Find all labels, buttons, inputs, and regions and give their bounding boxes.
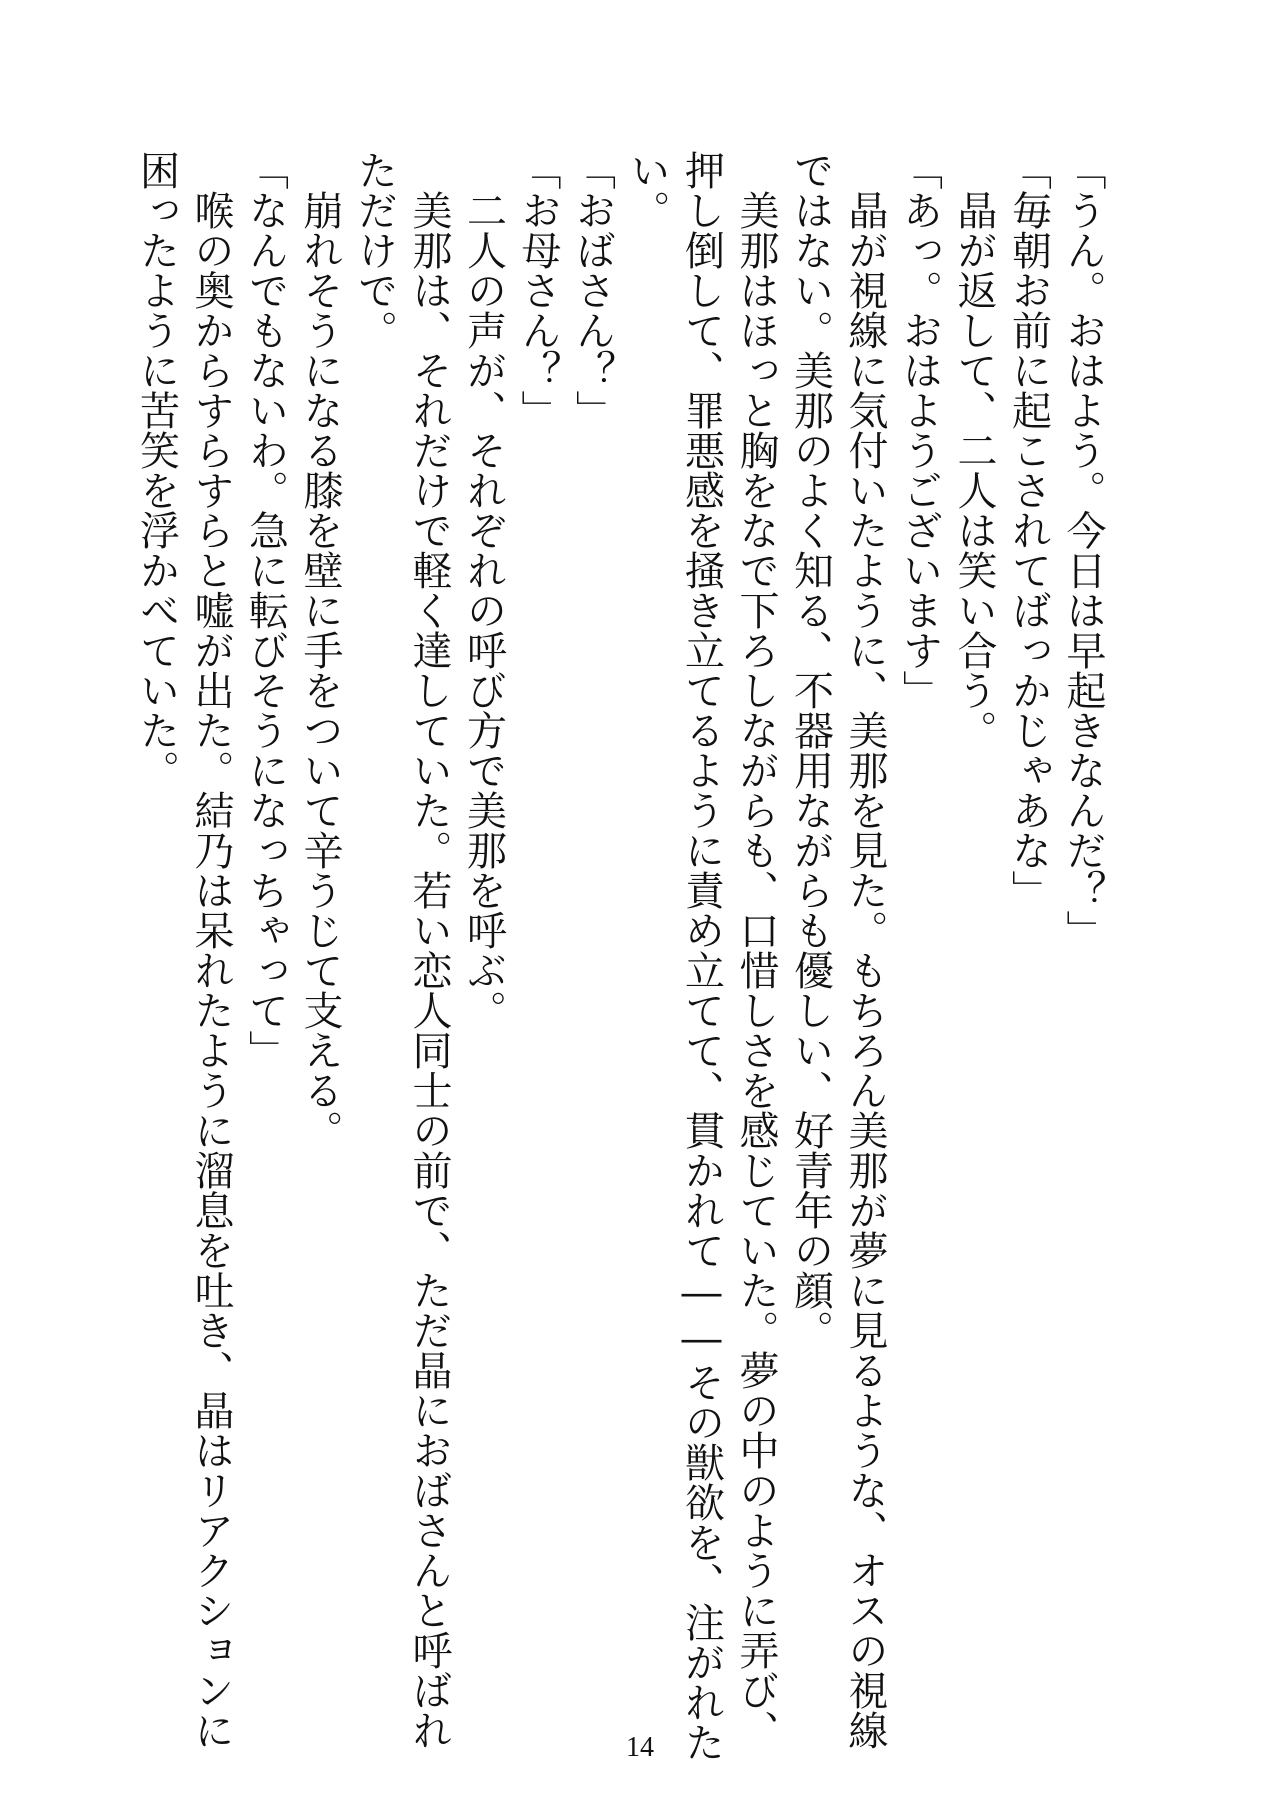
text-line: 「お母さん？」 <box>515 150 561 430</box>
text-line: 崩れそうになる膝を壁に手をついて辛うじて支える。 <box>297 150 343 1150</box>
text-line: 困ったように苦笑を浮かべていた。 <box>133 150 180 790</box>
text-line: い。 <box>624 150 670 230</box>
page-number: 14 <box>626 1732 654 1763</box>
text-line: ではない。美那のよく知る、不器用ながらも優しい、好青年の顔。 <box>787 150 834 1350</box>
text-line: 晶が返して、二人は笑い合う。 <box>951 150 997 750</box>
text-line: 美那は、それだけで軽く達していた。若い恋人同士の前で、ただ晶におばさんと呼ばれ <box>406 150 452 1750</box>
text-line: 「なんでもないわ。急に転びそうになっちゃって」 <box>242 150 289 1070</box>
text-line: 喉の奥からすらすらと嘘が出た。結乃は呆れたように溜息を吐き、晶はリアクションに <box>188 150 234 1750</box>
text-line: 「うん。おはよう。今日は早起きなんだ？」 <box>1060 150 1106 950</box>
text-line: 「あっ。おはようございます」 <box>896 150 943 710</box>
text-line: 「毎朝お前に起こされてばっかじゃあな」 <box>1005 150 1052 910</box>
text-line: 押し倒して、罪悪感を掻き立てるように責め立てて、貫かれて――その獣欲を、注がれた <box>678 150 725 1762</box>
text-line: 晶が視線に気付いたように、美那を見た。もちろん美那が夢に見るような、オスの視線 <box>842 150 888 1750</box>
text-line: 美那はほっと胸をなで下ろしながらも、口惜しさを感じていた。夢の中のように弄び、 <box>733 150 779 1750</box>
text-line: 「おばさん？」 <box>569 150 616 430</box>
text-line: ただけで。 <box>351 150 398 350</box>
text-line: 二人の声が、それぞれの呼び方で美那を呼ぶ。 <box>460 150 507 1030</box>
